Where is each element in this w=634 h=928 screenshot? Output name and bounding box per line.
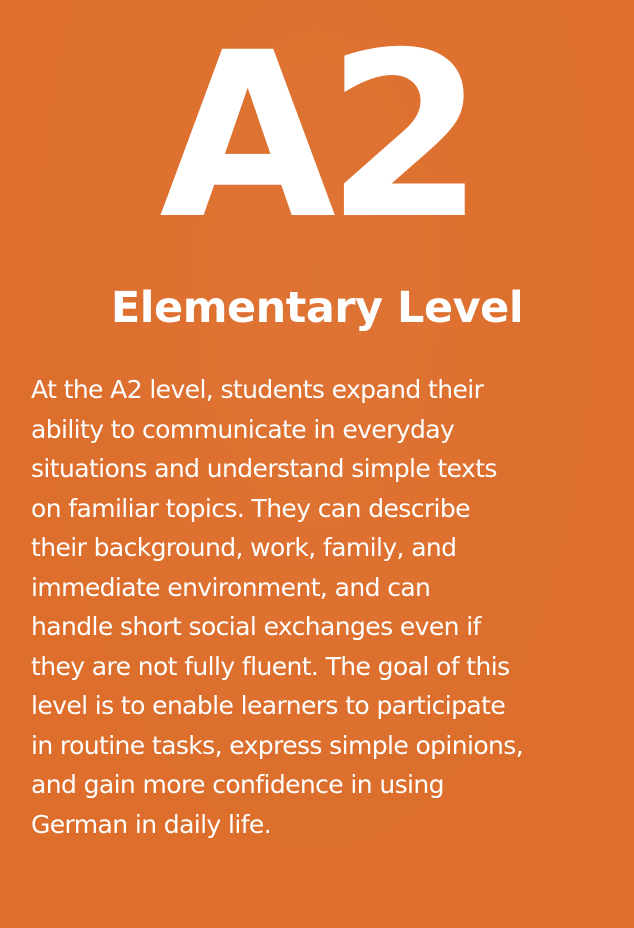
level-description: At the A2 level, students expand their ability to communicate in everyday situations and understand simple texts on familiar topics. They can describe their background, work, family, and immediate environment, and can handle short social exchanges even if they are not fully fluent. The goal of this level is to enable learners to participate in routine tasks, express simple opinions, and gain more confidence in using German in daily life. bbox=[31, 375, 524, 839]
level-code-heading: A2 bbox=[159, 3, 475, 269]
level-name-title: Elementary Level bbox=[110, 283, 524, 333]
